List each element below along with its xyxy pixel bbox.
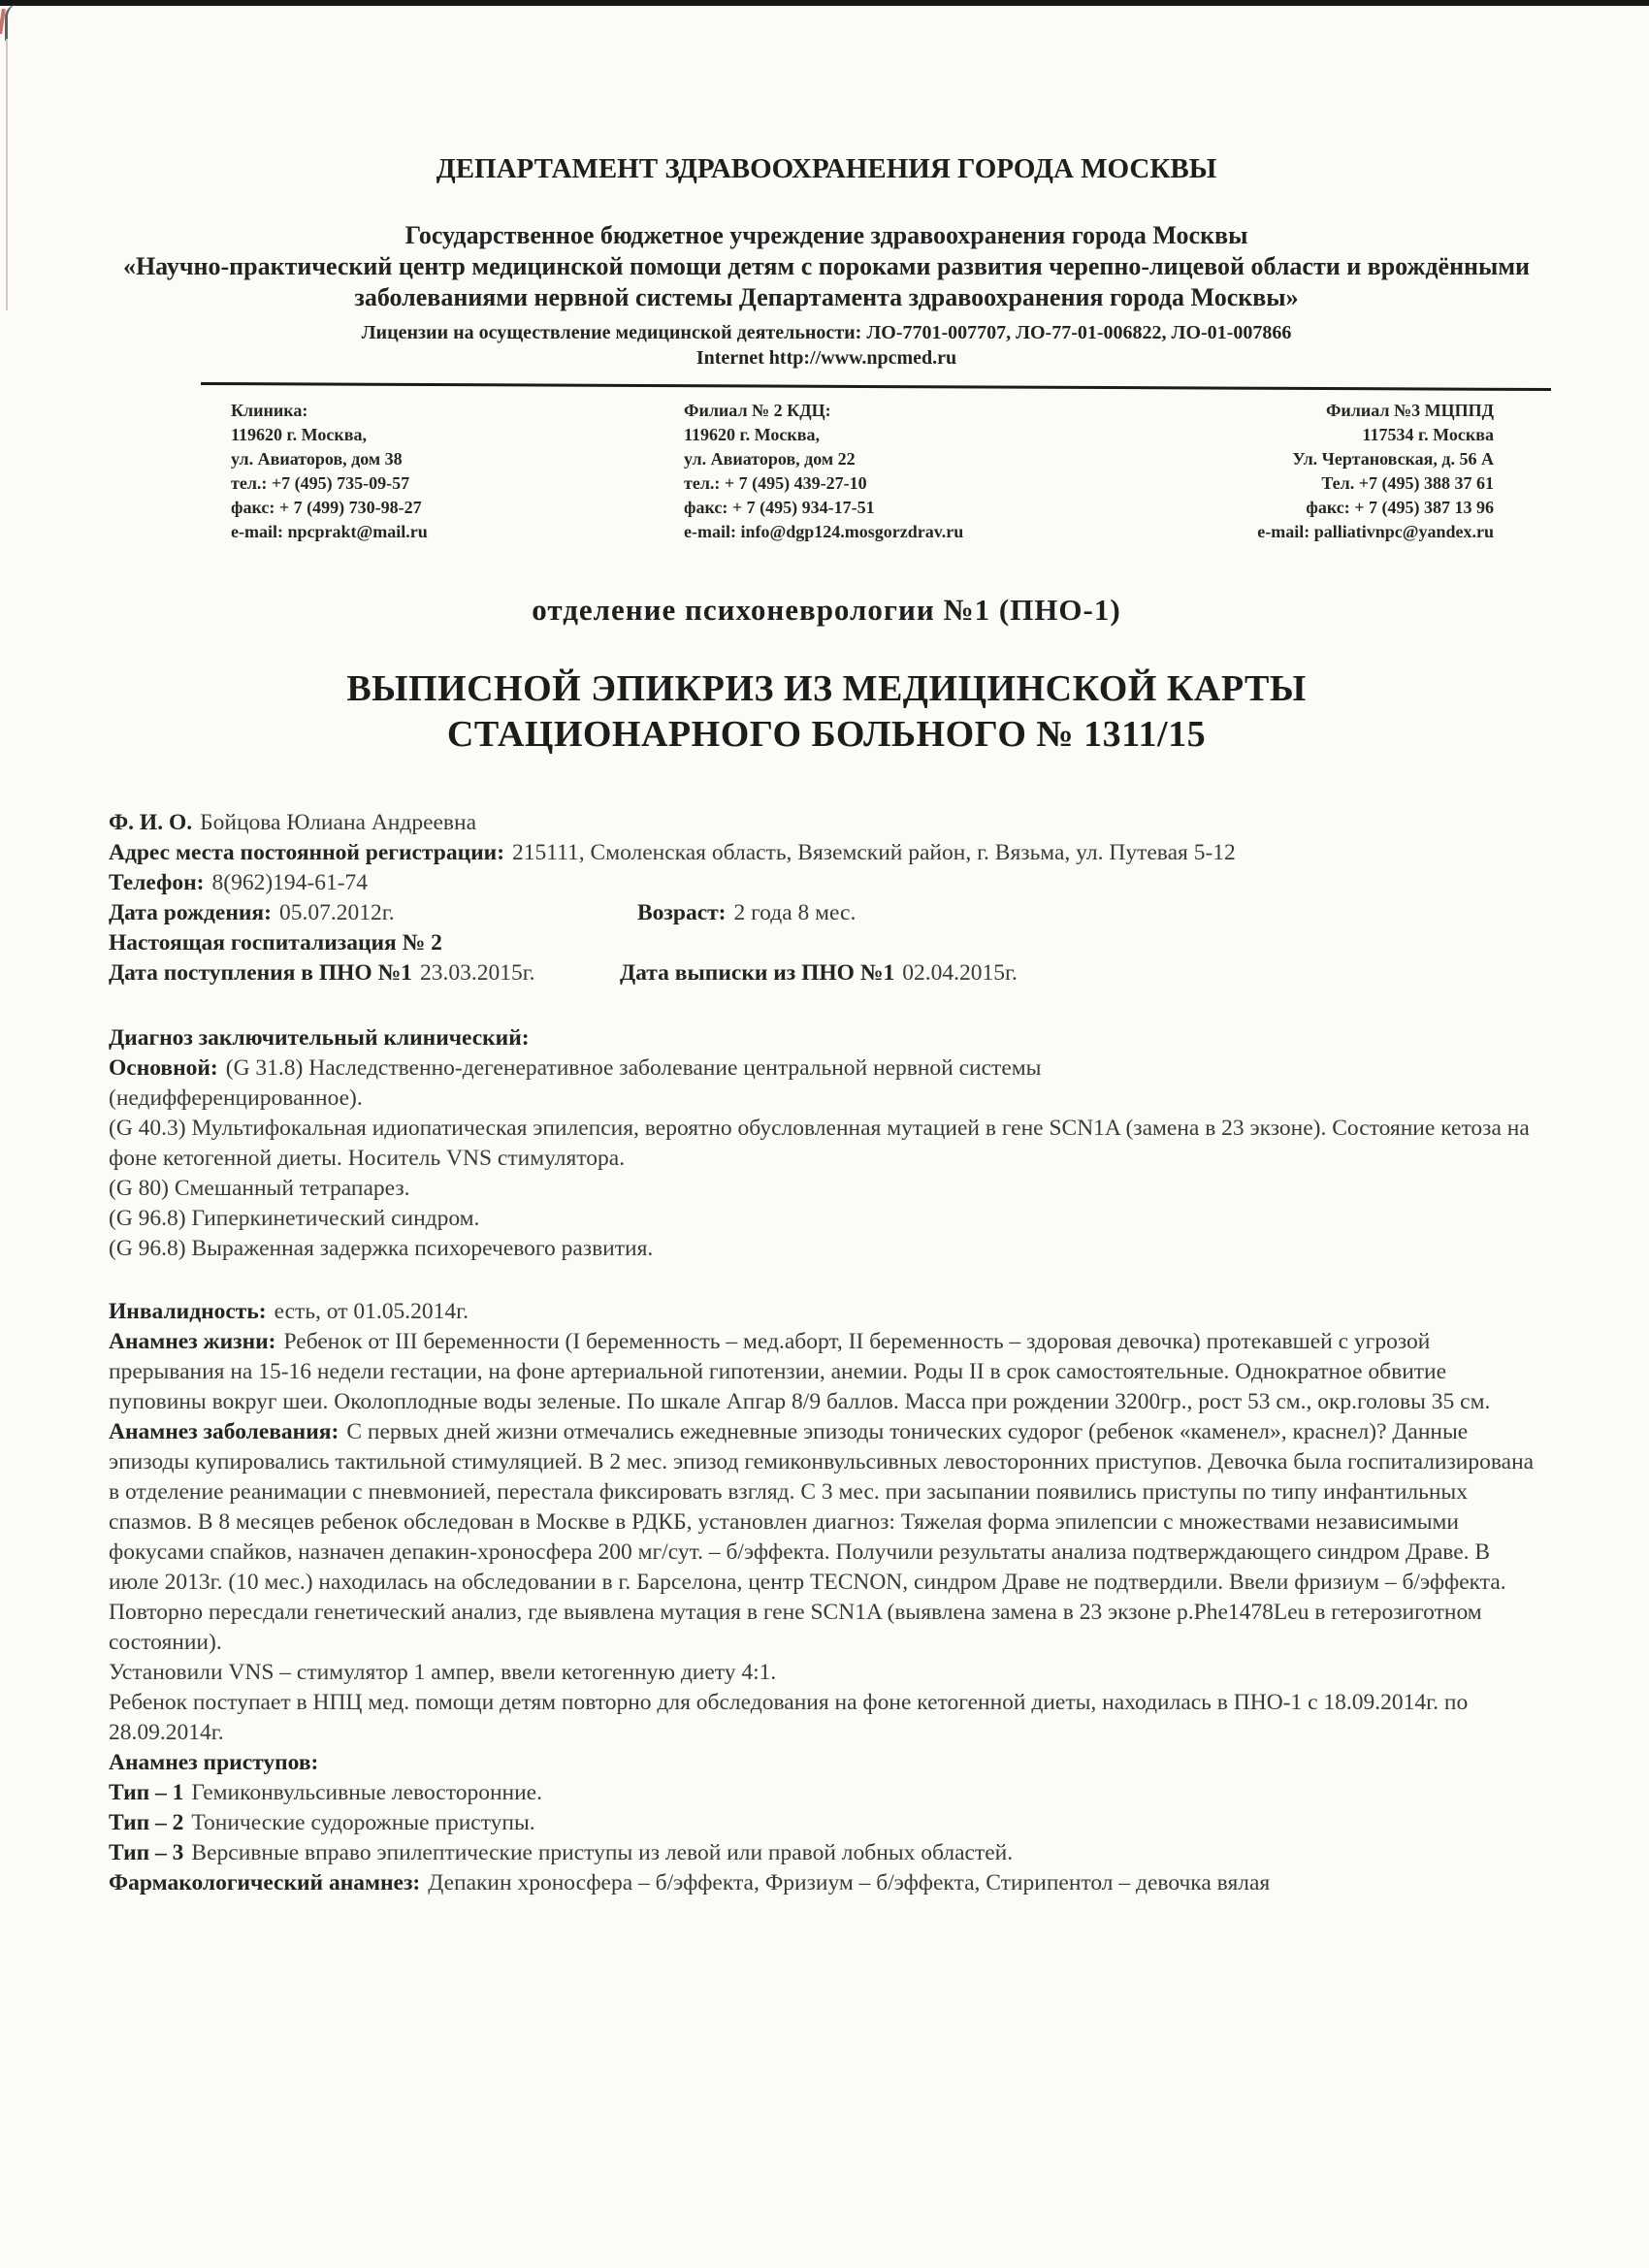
document-title xyxy=(109,666,1544,758)
seizure-type1-text: Гемиконвульсивные левосторонние. xyxy=(191,1780,542,1805)
branch3-contact-block xyxy=(1227,399,1544,544)
branch3-title: Филиал №3 МЦППД xyxy=(1325,401,1494,420)
branch2-email: e-mail: info@dgp124.mosgorzdrav.ru xyxy=(684,522,964,541)
life-anamnesis-label: Анамнез жизни: xyxy=(109,1329,276,1354)
address-value: 215111, Смоленская область, Вяземский район, г. Вязьма, ул. Путевая 5-12 xyxy=(512,840,1236,865)
seizure-type3-text: Версивные вправо эпилептические приступы из левой или правой лобных областей. xyxy=(191,1840,1014,1865)
admission-discharge-row xyxy=(109,958,1544,988)
clinic-contact-block xyxy=(231,399,684,544)
diagnosis-item: (G 96.8) Гиперкинетический синдром. xyxy=(109,1206,480,1231)
clinic-street: ул. Авиаторов, дом 38 xyxy=(231,449,403,469)
readmission-paragraph: Ребенок поступает в НПЦ мед. помощи детям повторно для обследования на фоне кетогенной диеты, находилась в ПНО-1 с 18.09.2014г. по 28.09.2014г. xyxy=(109,1690,1469,1745)
seizure-type2-label: Тип – 2 xyxy=(109,1810,184,1835)
pharma-anamnesis-label: Фармакологический анамнез: xyxy=(109,1870,421,1895)
life-anamnesis-paragraph xyxy=(109,1327,1544,1417)
discharge-value: 02.04.2015г. xyxy=(902,960,1018,986)
branch3-email: e-mail: palliativnpc@yandex.ru xyxy=(1257,522,1494,541)
age-value: 2 года 8 мес. xyxy=(733,900,857,925)
discharge-cell xyxy=(620,958,1018,988)
institution-name-line2: «Научно-практический центр медицинской помощи детям с пороками развития черепно-лицевой области и врождёнными заболеваниями нервной системы Департамента здравоохранения города Москвы» xyxy=(122,252,1531,311)
diagnosis-item: (G 80) Смешанный тетрапарез. xyxy=(109,1176,410,1201)
patient-address-row xyxy=(109,838,1544,868)
birth-label: Дата рождения: xyxy=(109,900,272,925)
phone-label: Телефон: xyxy=(109,870,205,895)
hospitalization-label: Настоящая госпитализация № 2 xyxy=(109,930,442,956)
clinic-postcode-city: 119620 г. Москва, xyxy=(231,425,367,444)
seizure-type2-row xyxy=(109,1808,1544,1838)
fio-label: Ф. И. О. xyxy=(109,810,193,835)
birth-cell xyxy=(109,898,637,928)
document-title-line2: СТАЦИОНАРНОГО БОЛЬНОГО № 1311/15 xyxy=(446,714,1207,755)
patient-fio-row xyxy=(109,808,1544,838)
discharge-label: Дата выписки из ПНО №1 xyxy=(620,960,895,986)
branch3-fax: факс: + 7 (495) 387 13 96 xyxy=(1306,498,1494,517)
contacts-block xyxy=(109,399,1544,544)
admission-value: 23.03.2015г. xyxy=(419,960,535,986)
branch2-fax: факс: + 7 (495) 934-17-51 xyxy=(684,498,875,517)
address-label: Адрес места постоянной регистрации: xyxy=(109,840,505,865)
diagnosis-heading: Диагноз заключительный клинический: xyxy=(109,1025,530,1051)
clinic-fax: факс: + 7 (499) 730-98-27 xyxy=(231,498,422,517)
fio-value: Бойцова Юлиана Андреевна xyxy=(200,810,477,835)
clinic-email: e-mail: npcprakt@mail.ru xyxy=(231,522,428,541)
birth-value: 05.07.2012г. xyxy=(278,900,395,925)
department-title: ДЕПАРТАМЕНТ ЗДРАВООХРАНЕНИЯ ГОРОДА МОСКВЫ xyxy=(436,153,1217,184)
diagnosis-item: (G 96.8) Выраженная задержка психоречевого развития. xyxy=(109,1236,654,1261)
seizure-type3-row xyxy=(109,1838,1544,1868)
admission-cell xyxy=(109,958,620,988)
diagnosis-main xyxy=(109,1053,1544,1114)
seizure-anamnesis-heading: Анамнез приступов: xyxy=(109,1750,319,1775)
clinic-phone: тел.: +7 (495) 735-09-57 xyxy=(231,473,410,493)
branch2-title: Филиал № 2 КДЦ: xyxy=(684,401,831,420)
seizure-type2-text: Тонические судорожные приступы. xyxy=(191,1810,535,1835)
diagnosis-main-line2: (недифференцированное). xyxy=(109,1085,363,1111)
scan-left-line-artifact xyxy=(6,39,8,310)
branch3-street: Ул. Чертановская, д. 56 А xyxy=(1292,449,1494,469)
branch2-street: ул. Авиаторов, дом 22 xyxy=(684,449,856,469)
disability-value: есть, от 01.05.2014г. xyxy=(274,1299,469,1324)
diagnosis-main-line1: (G 31.8) Наследственно-дегенеративное заболевание центральной нервной системы xyxy=(225,1055,1042,1081)
pharma-anamnesis-row xyxy=(109,1868,1544,1898)
patient-birth-age-row xyxy=(109,898,1544,928)
branch2-postcode-city: 119620 г. Москва, xyxy=(684,425,820,444)
hospitalization-row xyxy=(109,928,1544,958)
seizure-type1-label: Тип – 1 xyxy=(109,1780,184,1805)
diagnosis-main-label: Основной: xyxy=(109,1055,218,1081)
phone-value: 8(962)194-61-74 xyxy=(211,870,369,895)
branch2-contact-block xyxy=(684,399,1227,544)
admission-label: Дата поступления в ПНО №1 xyxy=(109,960,412,986)
department-unit-title: отделение психоневрологии №1 (ПНО-1) xyxy=(532,593,1121,627)
website-line: Internet http://www.npcmed.ru xyxy=(695,347,957,369)
branch2-phone: тел.: + 7 (495) 439-27-10 xyxy=(684,473,867,493)
document-content xyxy=(0,153,1649,1898)
age-cell xyxy=(637,898,856,928)
vns-row: Установили VNS – стимулятор 1 ампер, ввели кетогенную диету 4:1. xyxy=(109,1660,777,1685)
disease-anamnesis-text: С первых дней жизни отмечались ежедневные эпизоды тонических судорог (ребенок «каменел», краснел)? Данные эпизоды купировались тактильной стимуляцией. В 2 мес. эпизод гемиконвульсивных левосторонних приступов. Девочка была госпитализирована в отделение реанимации с пневмонией, перестала фиксировать взгляд. С 3 мес. при засыпании появились приступы по типу инфантильных спазмов. В 8 месяцев ребенок обследован в Москве в РДКБ, установлен диагноз: Тяжелая форма эпилепсии с множествами независимыми фокусами спайков, назначен депакин-хроносфера 200 мг/сут. – б/эффекта. Получили результаты анализа подтверждающего синдром Драве. В июле 2013г. (10 мес.) находилась на обследовании в г. Барселона, центр TECNON, синдром Драве не подтвердили. Ввели фризиум – б/эффекта. Повторно пересдали генетический анализ, где выявлена мутация в гене SCN1A (выявлена замена в 23 экзоне p.Phe1478Leu в гетерозиготном состоянии). xyxy=(109,1419,1535,1655)
disease-anamnesis-label: Анамнез заболевания: xyxy=(109,1419,340,1444)
branch3-postcode-city: 117534 г. Москва xyxy=(1362,425,1494,444)
scan-edge-artifact xyxy=(0,0,1649,6)
branch3-phone: Тел. +7 (495) 388 37 61 xyxy=(1321,473,1494,493)
header-divider xyxy=(201,382,1551,391)
age-label: Возраст: xyxy=(637,900,727,925)
letterhead xyxy=(109,153,1544,371)
patient-phone-row xyxy=(109,868,1544,898)
seizure-type3-label: Тип – 3 xyxy=(109,1840,184,1865)
disability-label: Инвалидность: xyxy=(109,1299,267,1324)
license-line: Лицензии на осуществление медицинской деятельности: ЛО-7701-007707, ЛО-77-01-006822, ЛО-01-007866 xyxy=(361,322,1292,343)
disability-row xyxy=(109,1297,1544,1327)
institution-name-line1: Государственное бюджетное учреждение здравоохранения города Москвы xyxy=(404,221,1248,249)
life-anamnesis-text: Ребенок от III беременности (I беременность – мед.аборт, II беременность – здоровая девочка) протекавшей с угрозой прерывания на 15-16 недели гестации, на фоне артериальной гипотензии, анемии. Роды II в срок самостоятельные. Однократное обвитие пуповины вокруг шеи. Околоплодные воды зеленые. По шкале Апгар 8/9 баллов. Масса при рождении 3200гр., рост 53 см., окр.головы 35 см. xyxy=(109,1329,1491,1414)
disease-anamnesis-paragraph xyxy=(109,1417,1544,1658)
clinic-title: Клиника: xyxy=(231,401,308,420)
pharma-anamnesis-text: Депакин хроносфера – б/эффекта, Фризиум – б/эффекта, Стирипентол – девочка вялая xyxy=(428,1870,1271,1895)
diagnosis-item: (G 40.3) Мультифокальная идиопатическая эпилепсия, вероятно обусловленная мутацией в гене SCN1A (замена в 23 экзоне). Состояние кетоза на фоне кетогенной диеты. Носитель VNS стимулятора. xyxy=(109,1116,1530,1171)
seizure-type1-row xyxy=(109,1778,1544,1808)
scan-corner-artifact xyxy=(5,4,31,41)
document-body xyxy=(109,808,1544,1898)
document-title-line1: ВЫПИСНОЙ ЭПИКРИЗ ИЗ МЕДИЦИНСКОЙ КАРТЫ xyxy=(346,668,1307,709)
